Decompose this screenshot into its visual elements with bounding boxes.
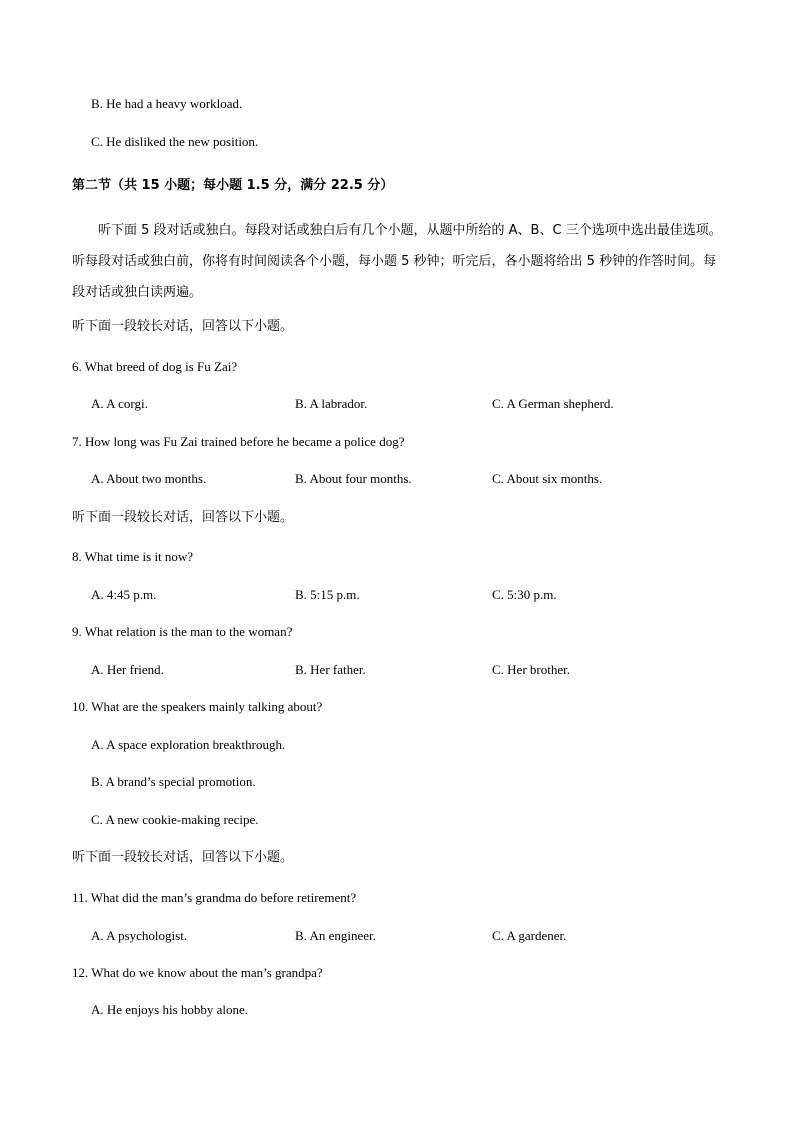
question-7-option-a: A. About two months.	[91, 471, 207, 486]
question-9-option-a: A. Her friend.	[91, 662, 164, 677]
question-11-option-a: A. A psychologist.	[91, 928, 188, 943]
question-9-option-b: B. Her father.	[295, 662, 366, 677]
question-8-stem: 8. What time is it now?	[72, 549, 194, 564]
question-11-option-b: B. An engineer.	[295, 928, 376, 943]
question-7-option-b: B. About four months.	[295, 471, 412, 486]
dialogue-prompt-2: 听下面一段较长对话，回答以下小题。	[72, 510, 294, 525]
question-6-option-c: C. A German shepherd.	[492, 396, 614, 411]
question-10-option-c: C. A new cookie-making recipe.	[91, 812, 259, 827]
question-7-stem: 7. How long was Fu Zai trained before he became a police dog?	[72, 434, 405, 449]
question-9-option-c: C. Her brother.	[492, 662, 570, 677]
question-11-option-c: C. A gardener.	[492, 928, 567, 943]
question-6-stem: 6. What breed of dog is Fu Zai?	[72, 359, 238, 374]
question-11-stem: 11. What did the man’s grandma do before retirement?	[72, 890, 357, 905]
question-10-option-a: A. A space exploration breakthrough.	[91, 737, 286, 752]
question-12-stem: 12. What do we know about the man’s grandpa?	[72, 965, 323, 980]
dialogue-prompt-1: 听下面一段较长对话，回答以下小题。	[72, 319, 294, 334]
question-8-option-a: A. 4:45 p.m.	[91, 587, 157, 602]
question-10-stem: 10. What are the speakers mainly talking about?	[72, 699, 323, 714]
question-6-option-b: B. A labrador.	[295, 396, 368, 411]
dialogue-prompt-3: 听下面一段较长对话，回答以下小题。	[72, 850, 294, 865]
question-8-option-b: B. 5:15 p.m.	[295, 587, 360, 602]
section-instruction: 听下面 5 段对话或独白。每段对话或独白后有几个小题，从题中所给的 A、B、C 三个选项中选出最佳选项。听每段对话或独白前，你将有时间阅读各个小题，每小题 5 秒钟；听完后，各小题将给出 5 秒钟的作答时间。每段对话或独白读两遍。	[72, 223, 722, 300]
prev-option-c: C. He disliked the new position.	[91, 134, 259, 149]
question-10-option-b: B. A brand’s special promotion.	[91, 774, 256, 789]
question-9-stem: 9. What relation is the man to the woman?	[72, 624, 293, 639]
question-12-option-a: A. He enjoys his hobby alone.	[91, 1002, 249, 1017]
question-7-option-c: C. About six months.	[492, 471, 603, 486]
section-title: 第二节（共 15 小题；每小题 1.5 分，满分 22.5 分）	[72, 178, 394, 193]
question-6-option-a: A. A corgi.	[91, 396, 148, 411]
question-8-option-c: C. 5:30 p.m.	[492, 587, 557, 602]
prev-option-b: B. He had a heavy workload.	[91, 96, 243, 111]
